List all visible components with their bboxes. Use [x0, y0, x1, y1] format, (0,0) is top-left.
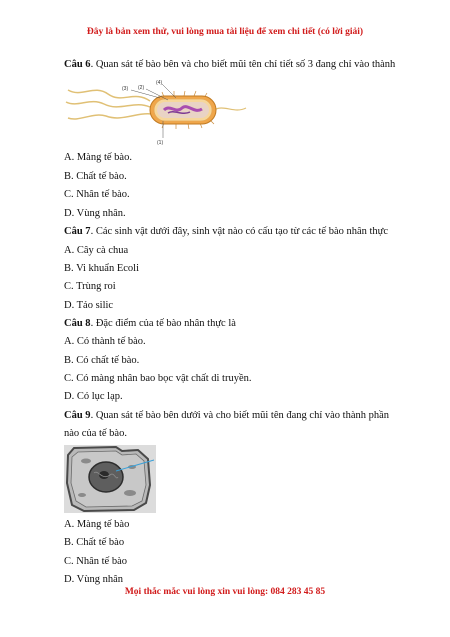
question-6-stem: [64, 59, 395, 70]
q8-option-a: A. Có thành tế bào.: [64, 336, 146, 347]
question-7-stem: [64, 226, 388, 237]
question-9-stem: [64, 410, 389, 421]
bacterium-figure: [64, 78, 248, 148]
figure-label-3: (3): [122, 86, 129, 92]
q6-option-a: A. Màng tế bào.: [64, 152, 132, 163]
question-9-label: Câu 9: [64, 410, 91, 421]
q9-option-a: A. Màng tế bào: [64, 519, 130, 530]
figure-label-2: (2): [138, 85, 145, 91]
question-8-stem: [64, 318, 236, 329]
q9-option-b: B. Chất tế bào: [64, 537, 125, 548]
q7-option-b: B. Vi khuẩn Ecoli: [64, 263, 140, 274]
question-6-text: . Quan sát tế bào bên và cho biết mũi tên chỉ tiết số 3 đang chỉ vào thành: [90, 59, 396, 70]
question-6-label: Câu 6: [64, 59, 91, 70]
figure-label-1: (1): [157, 140, 164, 146]
q9-option-c: C. Nhân tế bào: [64, 556, 127, 567]
q6-option-b: B. Chất tế bào.: [64, 171, 127, 182]
q6-option-c: C. Nhân tế bào.: [64, 189, 130, 200]
contact-banner: Mọi thắc mắc vui lòng xin vui lòng: 084 283 45 85: [124, 587, 326, 597]
q7-option-d: D. Tảo silic: [64, 300, 114, 311]
q6-option-d: D. Vùng nhân.: [64, 208, 126, 219]
figure-label-4: (4): [156, 80, 163, 86]
q7-option-a: A. Cây cà chua: [64, 245, 129, 256]
q8-option-d: D. Có lục lạp.: [64, 391, 123, 402]
cell-figure: [64, 445, 156, 513]
question-8-label: Câu 8: [64, 318, 91, 329]
q9-option-d: D. Vùng nhân: [64, 574, 124, 585]
question-8-text: . Đặc điểm của tế bào nhân thực là: [90, 318, 236, 329]
question-9-stem-continued: nào của tế bào.: [64, 428, 127, 439]
q7-option-c: C. Trùng roi: [64, 281, 116, 292]
q8-option-c: C. Có màng nhân bao bọc vật chất di truyền.: [64, 373, 252, 384]
question-7-label: Câu 7: [64, 226, 91, 237]
question-9-text: . Quan sát tế bào bên dưới và cho biết mũi tên đang chỉ vào thành phần: [90, 410, 390, 421]
q8-option-b: B. Có chất tế bào.: [64, 355, 140, 366]
preview-banner: Đây là bản xem thử, vui lòng mua tài liệu để xem chi tiết (có lời giải): [86, 27, 364, 37]
question-7-text: . Các sinh vật dưới đây, sinh vật nào có cấu tạo từ các tế bào nhân thực: [90, 226, 389, 237]
